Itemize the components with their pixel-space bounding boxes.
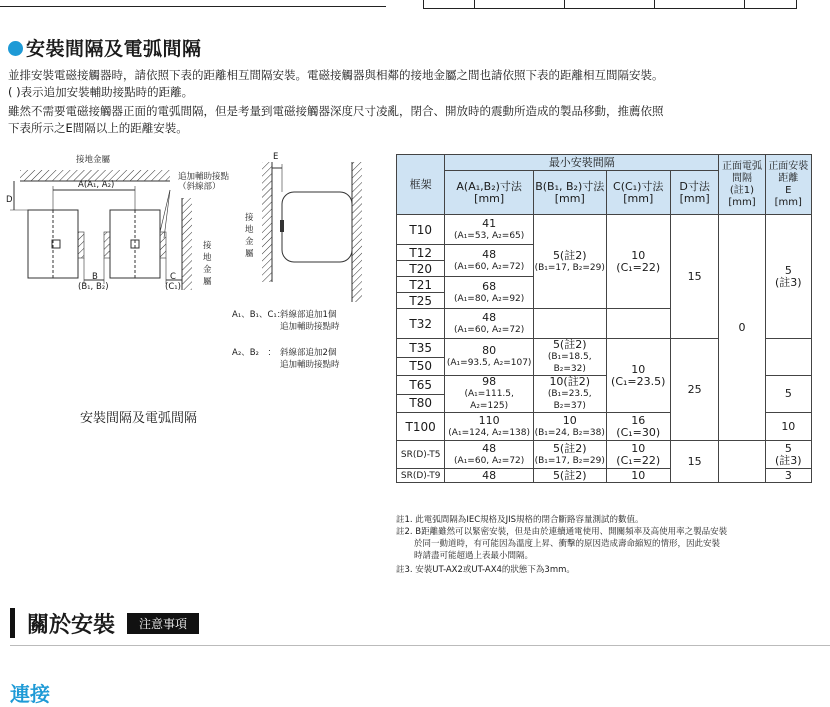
- frame-cell: T20: [397, 261, 445, 277]
- next-section-title: 連接: [10, 682, 50, 706]
- th-b: B(B₁, B₂)寸法 [mm]: [533, 171, 606, 215]
- c-cell: 10 (C₁=22): [606, 441, 670, 469]
- label-hatch-part: （斜線部）: [178, 182, 221, 192]
- b-cell: 10 (B₁=24, B₂=38): [533, 413, 606, 441]
- frame-cell: T32: [397, 309, 445, 339]
- c-cell: 10: [606, 469, 670, 483]
- e-cell: 5 (註3): [765, 215, 811, 339]
- frame-cell: T80: [397, 394, 445, 413]
- installation-heading-title: 關於安裝: [27, 613, 116, 638]
- prev-table-edge-right: [423, 0, 797, 9]
- b-cell: 5(註2) (B₁=17, B₂=29): [533, 441, 606, 469]
- frame-cell: T21: [397, 277, 445, 293]
- label-aux-contact: 追加輔助接點: [178, 172, 230, 182]
- th-a: A(A₁,B₂)寸法 [mm]: [445, 171, 534, 215]
- b-cell: 5(註2) (B₁=17, B₂=29): [533, 215, 606, 309]
- label-dim-a: A(A₁, A₂): [78, 180, 115, 190]
- b-cell: 10(註2) (B₁=23.5, B₂=37): [533, 376, 606, 413]
- arc-cell: 0: [719, 215, 765, 441]
- d-cell: 15: [670, 215, 718, 339]
- legend-2-key: A₂、B₂ ：: [232, 348, 276, 358]
- label-ground-metal-side: 接地金屬: [203, 241, 212, 287]
- spacing-table: [396, 154, 812, 483]
- arc-cell-cont: [719, 441, 765, 483]
- frame-cell: T35: [397, 339, 445, 358]
- legend-1-key: A₁、B₁、C₁：: [232, 310, 286, 320]
- c-cell: 10 (C₁=22): [606, 215, 670, 309]
- heading-divider: [10, 645, 830, 646]
- section-title: 安裝間隔及電弧間隔: [8, 34, 202, 61]
- frame-cell: T50: [397, 357, 445, 376]
- b-cell-cont: [533, 309, 606, 339]
- th-arc: 正面電弧間隔 (註1) [mm]: [719, 155, 765, 215]
- a-cell: 110 (A₁=124, A₂=138): [445, 413, 534, 441]
- table-notes: [396, 514, 727, 576]
- legend-2-line2: 追加輔助接點時: [280, 360, 340, 370]
- note-2-cont2: 時請盡可能超過上表最小間隔。: [414, 551, 534, 561]
- b-cell: 5(註2) (B₁=18.5, B₂=32): [533, 339, 606, 376]
- label-dim-c: C: [170, 272, 176, 282]
- frame-cell: SR(D)-T9: [397, 469, 445, 483]
- legend-1-line2: 追加輔助接點時: [280, 322, 340, 332]
- frame-cell: T100: [397, 413, 445, 441]
- legend-1-line1: 斜線部追加1個: [280, 310, 337, 320]
- note-2-cont: 於同一動道時，有可能因為溫度上昇、衝擊的原因造成壽命縮短的情形，因此安裝: [414, 539, 721, 549]
- c-cell: 16 (C₁=30): [606, 413, 670, 441]
- d-cell: 15: [670, 441, 718, 483]
- a-cell: 68 (A₁=80, A₂=92): [445, 277, 534, 309]
- paragraph-3: 雖然不需要電磁接觸器正面的電弧間隔，但是考量到電磁接觸器深度尺寸凌亂，閉合、開放時的震動所造成的製品移動，推薦依照: [8, 104, 664, 118]
- label-ground-metal-top: 接地金屬: [76, 155, 111, 165]
- e-cell: 10: [765, 413, 811, 441]
- a-cell: 48: [445, 469, 534, 483]
- label-dim-b-sub: (B₁, B₂): [78, 282, 109, 292]
- frame-cell: T12: [397, 245, 445, 261]
- c-cell: 10 (C₁=23.5): [606, 339, 670, 413]
- e-cell-cont: [765, 339, 811, 376]
- frame-cell: T10: [397, 215, 445, 245]
- th-safe: 正面安裝距離 E [mm]: [765, 155, 811, 215]
- c-cell-cont: [606, 309, 670, 339]
- label-ground-metal-right: 接地金屬: [245, 213, 254, 259]
- diagram-caption: 安裝間隔及電弧間隔: [80, 411, 198, 426]
- b-cell: 5(註2): [533, 469, 606, 483]
- paragraph-1: 並排安裝電磁接觸器時，請依照下表的距離相互間隔安裝。電磁接觸器與相鄰的接地金屬之間也請依照下表的距離相互間隔安裝。: [8, 68, 664, 82]
- legend-2-line1: 斜線部追加2個: [280, 348, 337, 358]
- caution-badge: 注意事項: [127, 613, 199, 634]
- a-cell: 48 (A₁=60, A₂=72): [445, 309, 534, 339]
- a-cell: 80 (A₁=93.5, A₂=107): [445, 339, 534, 376]
- bullet-dot-icon: [8, 41, 23, 56]
- prev-table-edge-left: [0, 0, 386, 7]
- a-cell: 41 (A₁=53, A₂=65): [445, 215, 534, 245]
- note-3: 註3. 安裝UT-AX2或UT-AX4的狀態下為3mm。: [396, 565, 575, 575]
- frame-cell: T25: [397, 293, 445, 309]
- installation-heading: [10, 608, 199, 638]
- label-dim-d: D: [6, 195, 13, 205]
- a-cell: 48 (A₁=60, A₂=72): [445, 441, 534, 469]
- label-dim-b: B: [92, 272, 98, 282]
- e-cell: 5 (註3): [765, 441, 811, 469]
- th-min-gap: 最小安裝間隔: [445, 155, 719, 171]
- frame-cell: SR(D)-T5: [397, 441, 445, 469]
- paragraph-4: 下表所示之E間隔以上的距離安裝。: [8, 121, 188, 135]
- a-cell: 98 (A₁=111.5, A₂=125): [445, 376, 534, 413]
- th-frame: 框架: [397, 155, 445, 215]
- note-2: 註2. B距離雖然可以緊密安裝，但是由於連續通電使用、開關頻率及高使用率之製品安裝: [396, 527, 728, 537]
- e-cell: 3: [765, 469, 811, 483]
- th-d: D寸法 [mm]: [670, 171, 718, 215]
- d-cell: 25: [670, 339, 718, 441]
- th-c: C(C₁)寸法 [mm]: [606, 171, 670, 215]
- label-dim-c-sub: (C₁): [165, 282, 181, 292]
- label-dim-e: E: [273, 152, 279, 162]
- note-1: 註1. 此電弧間隔為IEC規格及JIS規格的閉合斷路容量測試的數值。: [396, 515, 644, 525]
- a-cell: 48 (A₁=60, A₂=72): [445, 245, 534, 277]
- e-cell: 5: [765, 376, 811, 413]
- paragraph-2: ( )表示追加安裝輔助接點時的距離。: [8, 85, 194, 99]
- frame-cell: T65: [397, 376, 445, 395]
